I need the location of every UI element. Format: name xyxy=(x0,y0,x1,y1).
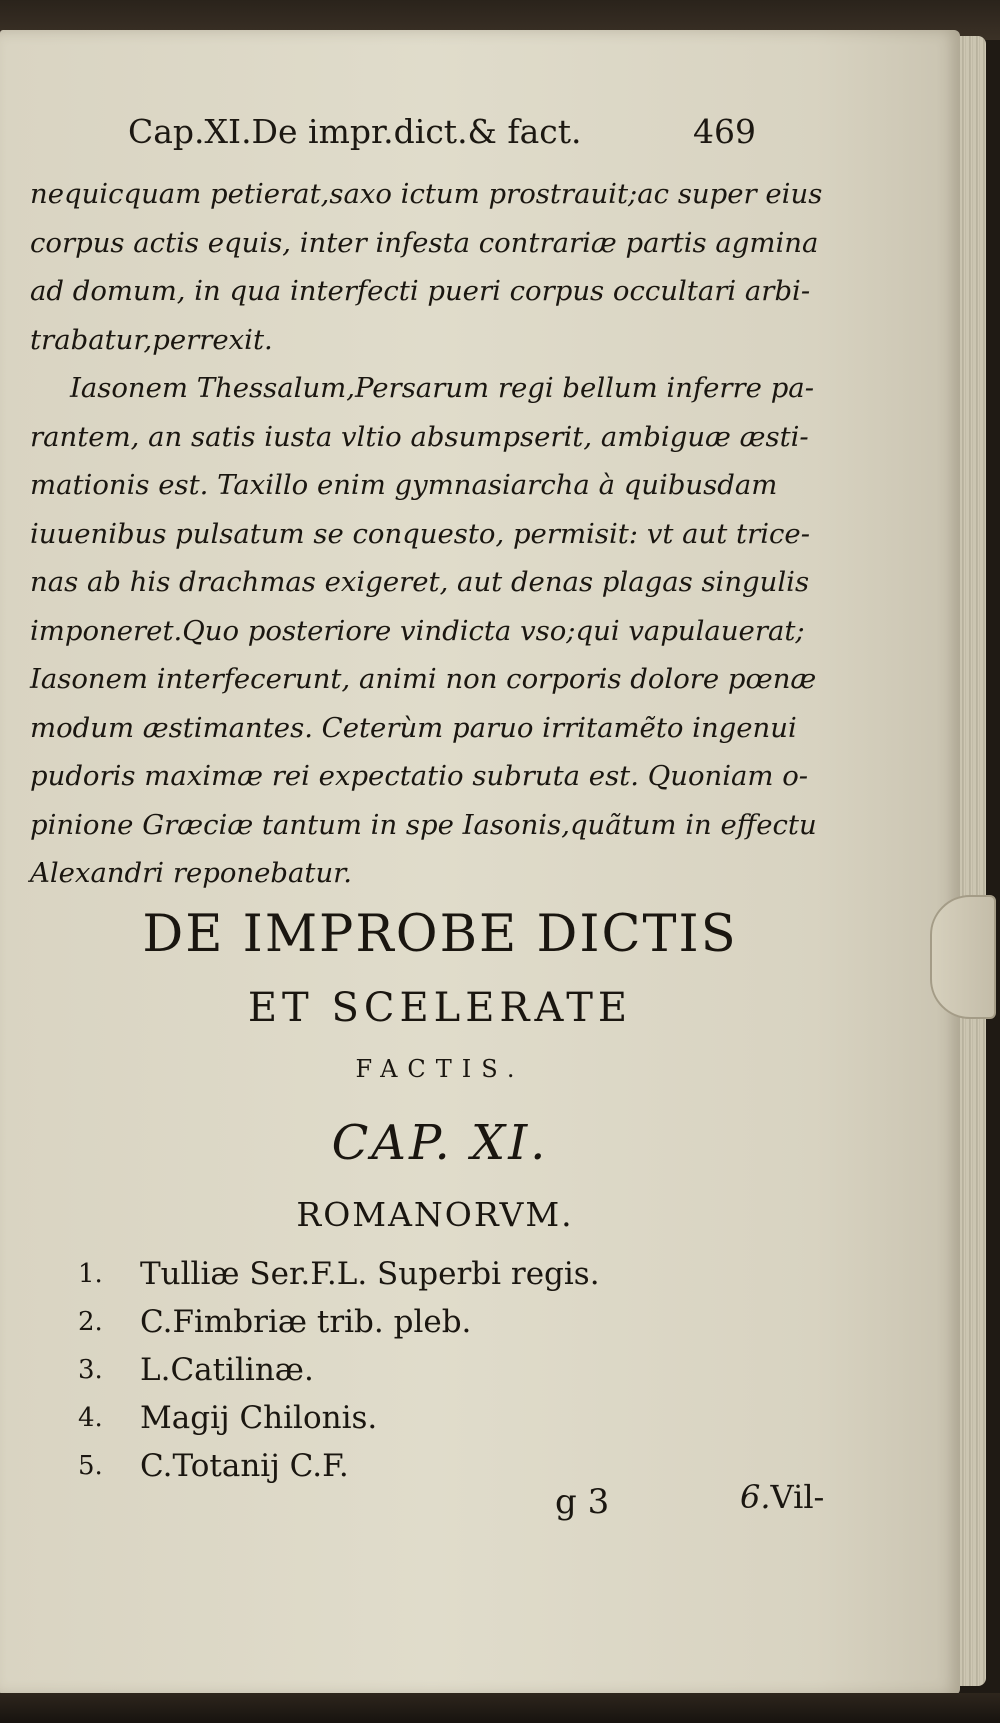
text-line: nas ab his drachmas exigeret, aut denas plagas singulis xyxy=(30,566,810,598)
text-line: pudoris maximæ rei expectatio subruta est. Quoniam o- xyxy=(30,760,809,792)
list-item-number: 5. xyxy=(78,1451,103,1481)
list-item xyxy=(78,1346,600,1394)
text-line: nequicquam petierat,saxo ictum prostrauit;ac super eius xyxy=(30,178,823,210)
catchword xyxy=(740,1478,824,1516)
list-item-text: C.Totanij C.F. xyxy=(140,1448,349,1484)
text-line: rantem, an satis iusta vltio absumpserit, ambiguæ æsti- xyxy=(30,420,809,453)
text-line: Alexandri reponebatur. xyxy=(30,857,353,889)
catchword-word: Vil- xyxy=(770,1478,825,1516)
list-item xyxy=(78,1250,600,1298)
list-item-text: L.Catilinæ. xyxy=(140,1352,314,1388)
catchword-number: 6. xyxy=(740,1478,771,1516)
list-item-number: 1. xyxy=(78,1259,103,1289)
list-item-number: 4. xyxy=(78,1403,103,1433)
text-line: Iasonem interfecerunt, animi non corporis dolore pœnæ xyxy=(30,663,817,695)
body-text xyxy=(30,170,830,898)
text-line: imponeret.Quo posteriore vindicta vso;qui vapulauerat; xyxy=(30,614,805,647)
list-item-text: Magij Chilonis. xyxy=(140,1400,378,1436)
text-line: iuuenibus pulsatum se conquesto, permisit: vt aut trice- xyxy=(30,517,811,550)
names-list xyxy=(78,1250,600,1490)
heading-title-line-1: DE IMPROBE DICTIS xyxy=(142,905,738,964)
list-item-text: Tulliæ Ser.F.L. Superbi regis. xyxy=(140,1256,600,1292)
list-item-number: 2. xyxy=(78,1307,103,1337)
chapter-heading: CAP. XI. xyxy=(331,1115,549,1171)
text-line: trabatur,perrexit. xyxy=(30,323,273,356)
signature-mark: g 3 xyxy=(555,1482,610,1522)
book-bottom-edge xyxy=(0,1693,1000,1723)
list-item-number: 3. xyxy=(78,1355,103,1385)
running-head xyxy=(128,112,778,151)
text-line: mationis est. Taxillo enim gymnasiarcha à quibusdam xyxy=(30,469,778,501)
text-line: Iasonem Thessalum,Persarum regi bellum inferre pa- xyxy=(70,372,814,404)
list-item xyxy=(78,1298,600,1346)
running-head-title: Cap.XI.De impr.dict.& fact. xyxy=(128,112,582,151)
text-line: ad domum, in qua interfecti pueri corpus occultari arbi- xyxy=(30,275,811,307)
list-item xyxy=(78,1394,600,1442)
text-line: corpus actis equis, inter infesta contrariæ partis agmina xyxy=(30,226,819,259)
page-number: 469 xyxy=(693,112,756,151)
section-heading: ROMANORVM. xyxy=(296,1195,574,1234)
list-item xyxy=(78,1442,600,1490)
heading-title-line-2: ET SCELERATE xyxy=(247,985,633,1031)
text-line: pinione Græciæ tantum in spe Iasonis,quãtum in effectu xyxy=(30,808,817,841)
list-item-text: C.Fimbriæ trib. pleb. xyxy=(140,1304,472,1340)
text-line: modum æstimantes. Ceterùm paruo irritamẽto ingenui xyxy=(30,711,797,744)
heading-title-line-3: FACTIS. xyxy=(355,1055,525,1083)
thumb-tab xyxy=(930,895,996,1019)
